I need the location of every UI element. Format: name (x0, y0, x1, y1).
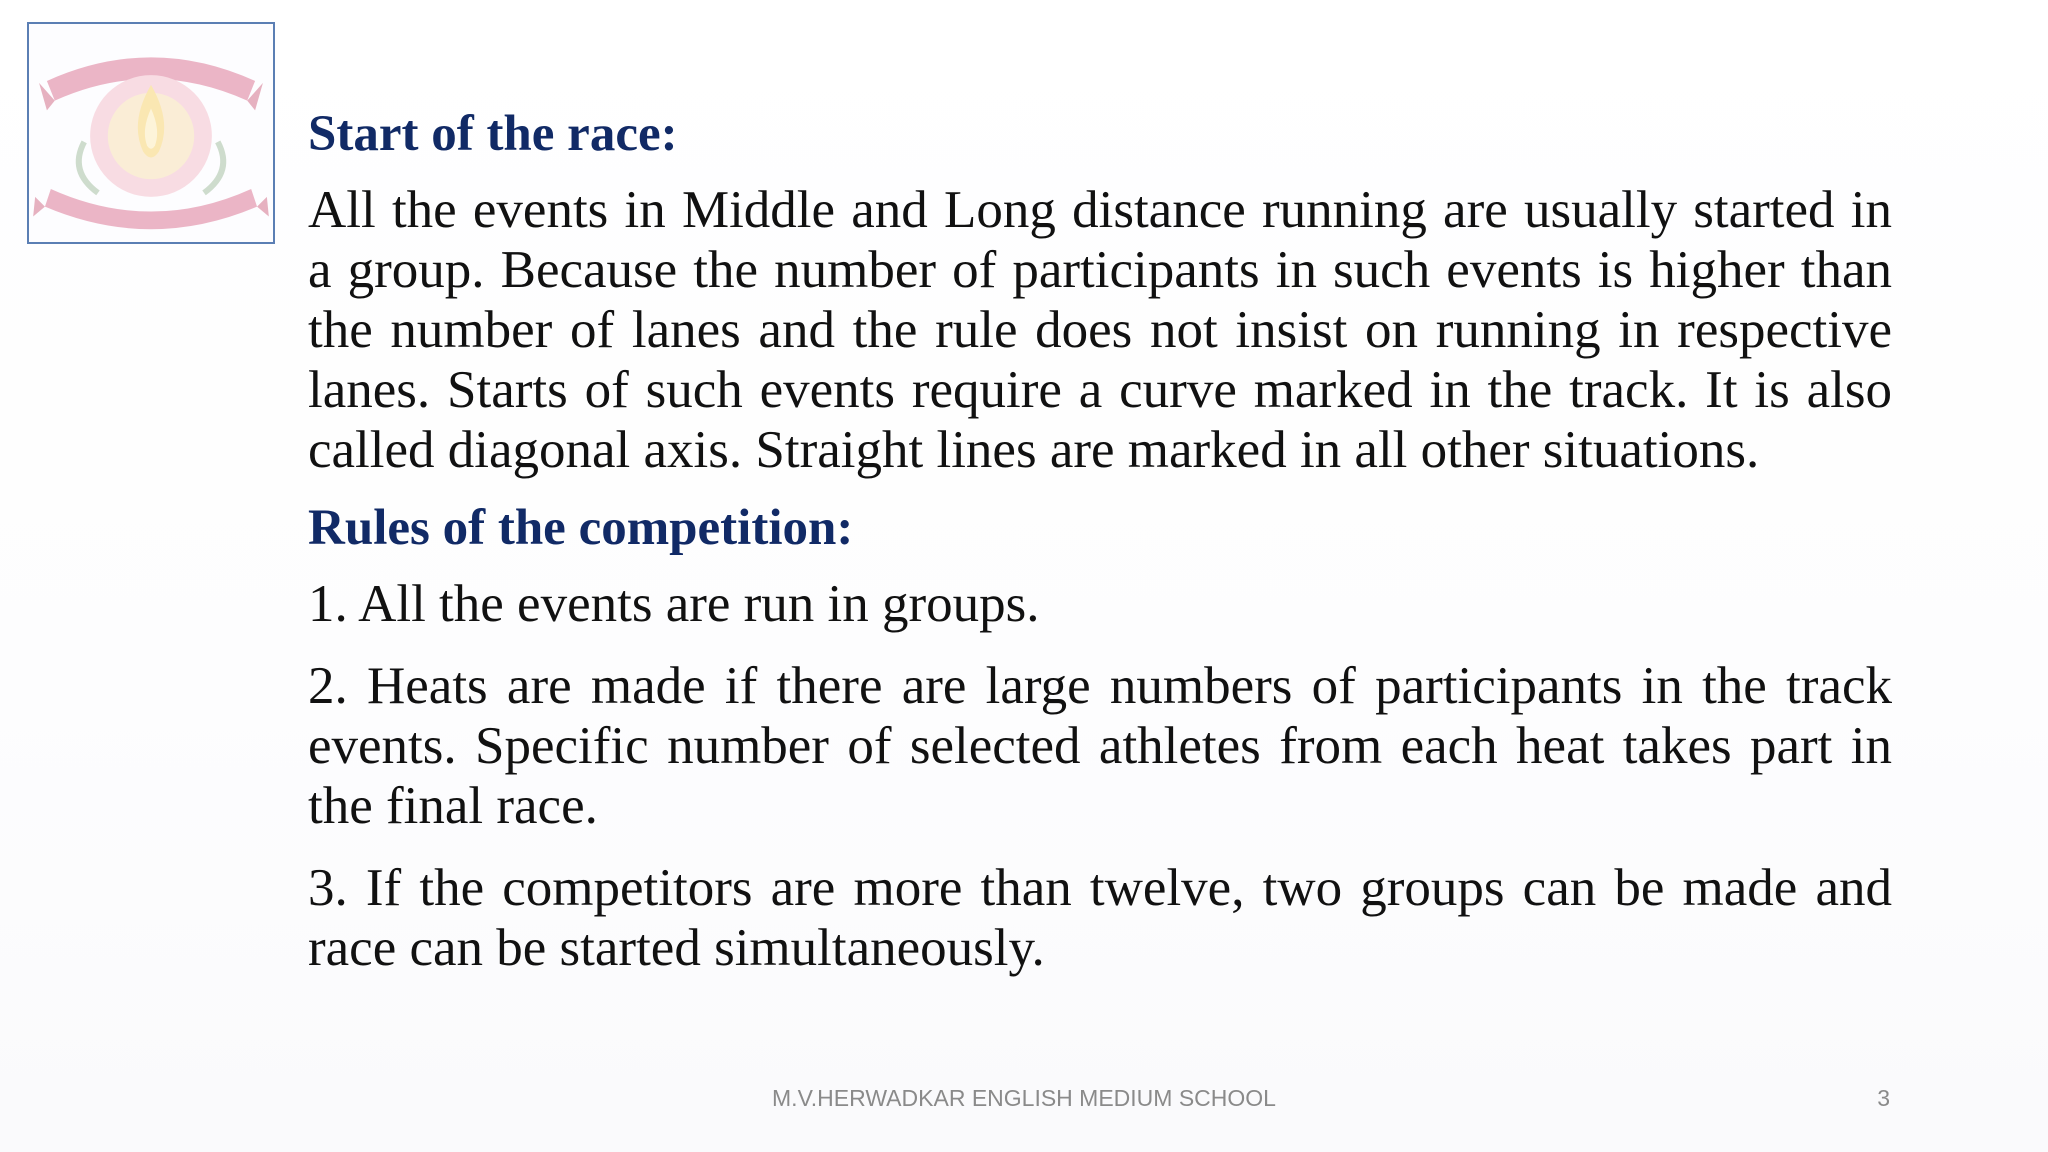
paragraph-start-of-race: All the events in Middle and Long distance running are usually started in a group. Because the number of participants in such events is higher than the number of lanes and the rule does not insist on running in respective lanes. Starts of such events require a curve marked in the track. It is also called diagonal axis. Straight lines are marked in all other situations. (308, 181, 1892, 479)
heading-start-of-race: Start of the race: (308, 106, 678, 162)
school-emblem-icon (29, 24, 273, 242)
school-logo (27, 22, 275, 244)
footer-school-name: M.V.HERWADKAR ENGLISH MEDIUM SCHOOL (772, 1085, 1276, 1111)
rule-item-2: 2. Heats are made if there are large numbers of participants in the track events. Specific number of selected athletes from each heat takes part in the final race. (308, 657, 1892, 835)
page-number: 3 (1877, 1085, 1890, 1111)
rule-item-1: 1. All the events are run in groups. (308, 575, 1040, 633)
slide-content (308, 100, 1892, 1000)
rule-item-3: 3. If the competitors are more than twelve, two groups can be made and race can be started simultaneously. (308, 859, 1892, 977)
heading-rules-of-competition: Rules of the competition: (308, 500, 854, 556)
